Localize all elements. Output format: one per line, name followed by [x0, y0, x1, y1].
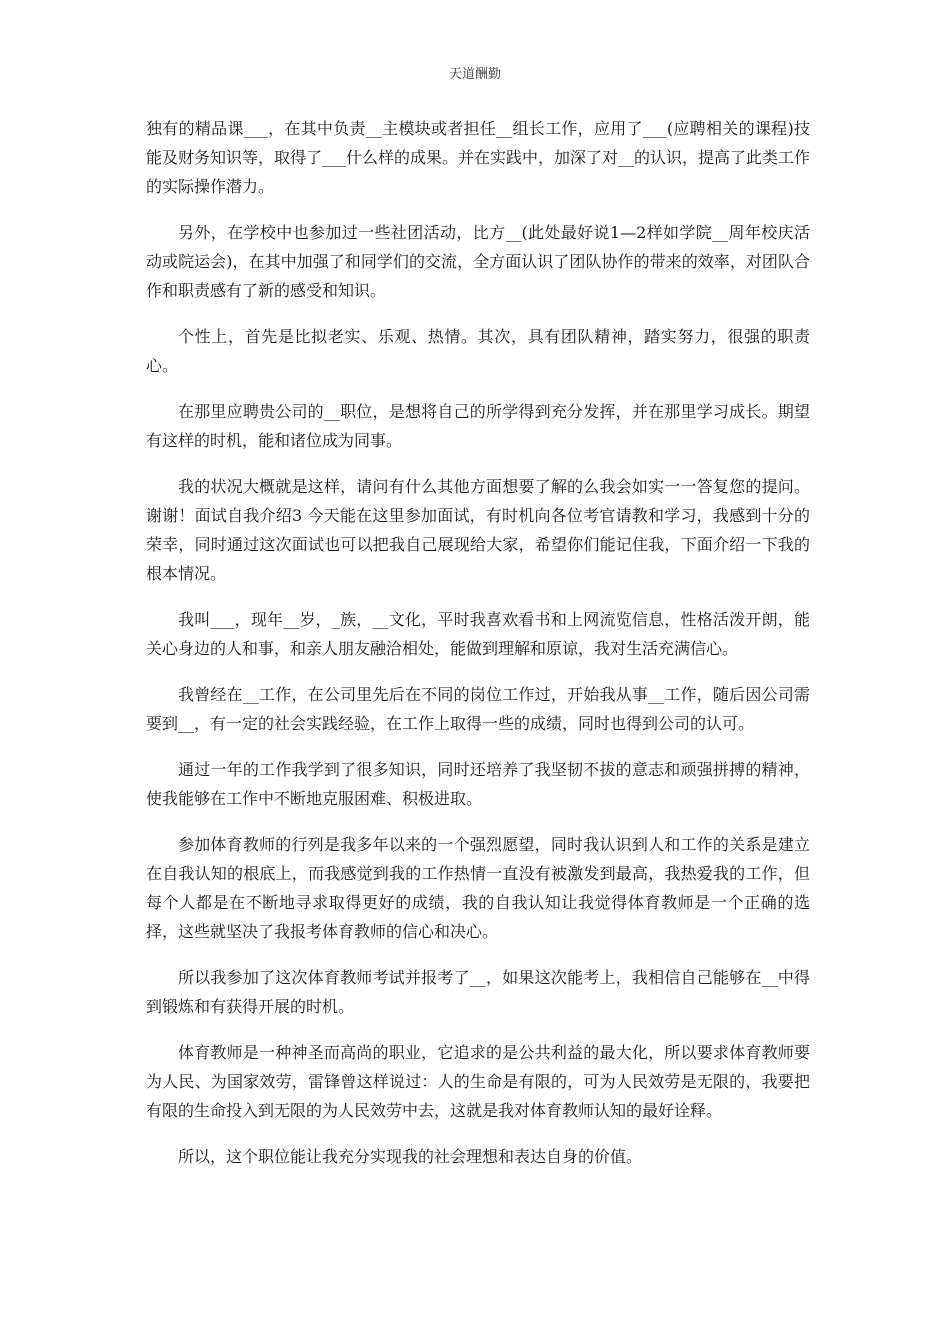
paragraph-12: 所以，这个职位能让我充分实现我的社会理想和表达自身的价值。 — [178, 1147, 643, 1166]
page-header: 天道酬勤 — [448, 67, 501, 82]
paragraph-4: 在那里应聘贵公司的__职位，是想将自己的所学得到充分发挥，并在那里学习成长。期望有这样的时机，能和诸位成为同事。 — [146, 402, 810, 450]
paragraph-3: 个性上，首先是比拟老实、乐观、热情。其次，具有团队精神，踏实努力，很强的职责心。 — [146, 327, 810, 375]
paragraph-10: 所以我参加了这次体育教师考试并报考了__，如果这次能考上，我相信自己能够在__中得到锻炼和有获得开展的时机。 — [146, 968, 810, 1016]
paragraph-1: 独有的精品课___，在其中负责__主模块或者担任__组长工作，应用了___(应聘相关的课程)技能及财务知识等，取得了___什么样的成果。并在实践中，加深了对__的认识，提高了此类工作的实际操作潜力。 — [146, 119, 811, 196]
paragraph-2: 另外，在学校中也参加过一些社团活动，比方__(此处最好说1—2样如学院__周年校庆活动或院运会)，在其中加强了和同学们的交流，全方面认识了团队协作的带来的效率，对团队合作和职责感有了新的感受和知识。 — [146, 223, 810, 300]
paragraph-8: 通过一年的工作我学到了很多知识，同时还培养了我坚韧不拔的意志和顽强拼搏的精神，使我能够在工作中不断地克服困难、积极进取。 — [146, 760, 810, 808]
paragraph-9: 参加体育教师的行列是我多年以来的一个强烈愿望，同时我认识到人和工作的关系是建立在自我认知的根底上，而我感觉到我的工作热情一直没有被激发到最高，我热爱我的工作，但每个人都是在不断地寻求取得更好的成绩，我的自我认知让我觉得体育教师是一个正确的选择，这些就坚决了我报考体育教师的信心和决心。 — [146, 835, 810, 941]
paragraph-7: 我曾经在__工作，在公司里先后在不同的岗位工作过，开始我从事__工作，随后因公司需要到__，有一定的社会实践经验，在工作上取得一些的成绩，同时也得到公司的认可。 — [146, 685, 810, 733]
paragraph-5: 我的状况大概就是这样，请问有什么其他方面想要了解的么我会如实一一答复您的提问。谢谢！面试自我介绍3 今天能在这里参加面试，有时机向各位考官请教和学习，我感到十分的荣幸，同时通过这次面试也可以把我自己展现给大家，希望你们能记住我，下面介绍一下我的根本情况。 — [146, 477, 810, 583]
paragraph-11: 体育教师是一种神圣而高尚的职业，它追求的是公共利益的最大化，所以要求体育教师要为人民、为国家效劳，雷锋曾这样说过：人的生命是有限的，可为人民效劳是无限的，我要把有限的生命投入到无限的为人民效劳中去，这就是我对体育教师认知的最好诠释。 — [146, 1043, 810, 1120]
document-body — [146, 114, 810, 1188]
paragraph-6: 我叫___，现年__岁，_族，__文化，平时我喜欢看书和上网流览信息，性格活泼开朗，能关心身边的人和事，和亲人朋友融洽相处，能做到理解和原谅，我对生活充满信心。 — [146, 610, 810, 658]
